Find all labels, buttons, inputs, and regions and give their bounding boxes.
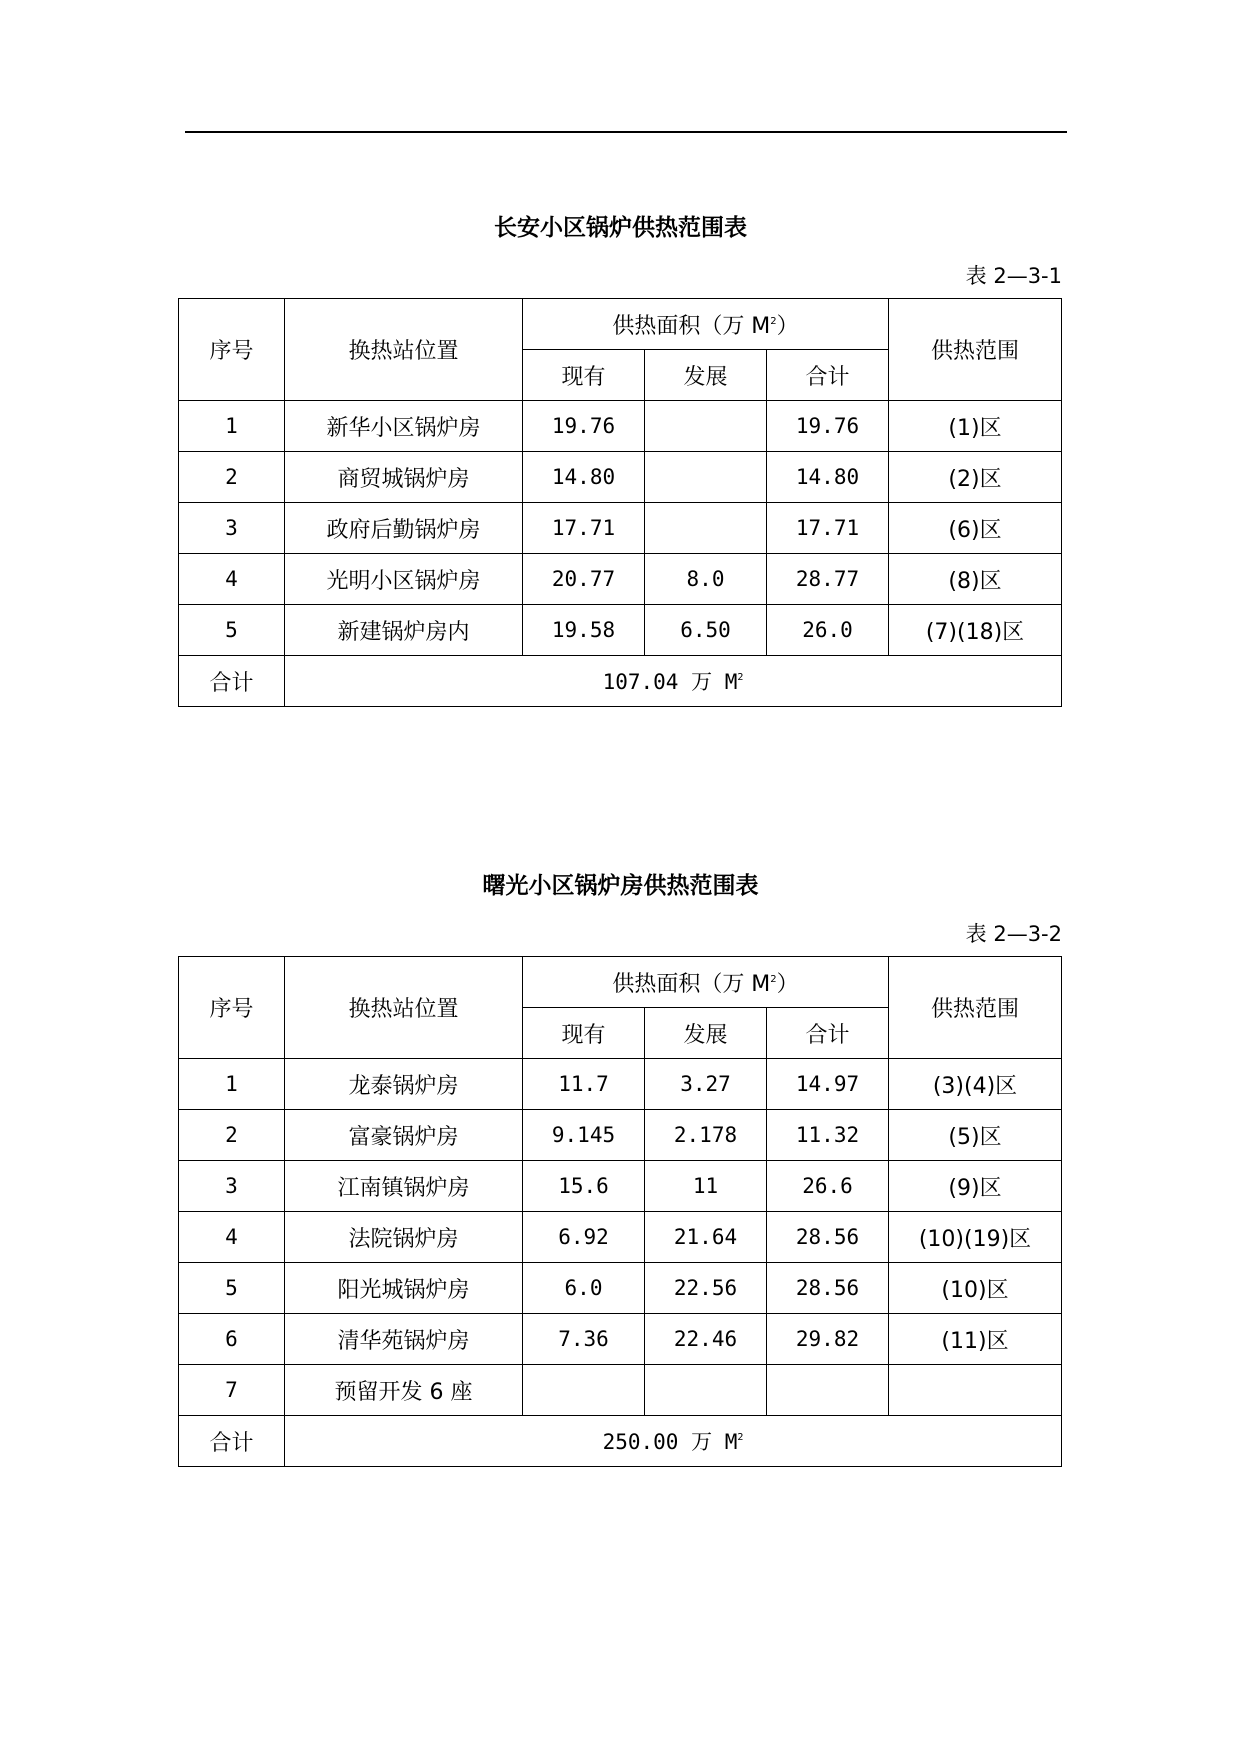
cell-develop	[645, 503, 767, 554]
cell-scope: (10)区	[889, 1263, 1062, 1314]
table-row	[179, 1059, 1062, 1110]
cell-sum: 28.77	[767, 554, 889, 605]
table-2	[178, 956, 1062, 1467]
cell-develop: 2.178	[645, 1110, 767, 1161]
cell-scope: (3)(4)区	[889, 1059, 1062, 1110]
cell-scope: (1)区	[889, 401, 1062, 452]
table-row	[179, 1365, 1062, 1416]
table-1-number: 表 2—3-1	[965, 264, 1062, 288]
cell-sum: 29.82	[767, 1314, 889, 1365]
cell-existing: 20.77	[523, 554, 645, 605]
table-1-title: 长安小区锅炉供热范围表	[494, 215, 747, 241]
cell-station: 光明小区锅炉房	[285, 554, 523, 605]
header-scope: 供热范围	[889, 957, 1062, 1059]
table-row	[179, 1161, 1062, 1212]
cell-develop	[645, 401, 767, 452]
cell-seq: 2	[179, 452, 285, 503]
cell-existing: 6.92	[523, 1212, 645, 1263]
table-row	[179, 554, 1062, 605]
header-area: 供热面积（万 $M^2$）	[523, 957, 889, 1008]
header-sum: 合计	[767, 350, 889, 401]
cell-station: 富豪锅炉房	[285, 1110, 523, 1161]
table-row	[179, 401, 1062, 452]
header-rule	[185, 131, 1067, 133]
cell-seq: 3	[179, 1161, 285, 1212]
cell-seq: 2	[179, 1110, 285, 1161]
cell-seq: 7	[179, 1365, 285, 1416]
cell-station: 清华苑锅炉房	[285, 1314, 523, 1365]
cell-scope: (10)(19)区	[889, 1212, 1062, 1263]
cell-sum: 14.97	[767, 1059, 889, 1110]
table-2-title: 曙光小区锅炉房供热范围表	[482, 873, 759, 899]
cell-seq: 1	[179, 401, 285, 452]
cell-existing: 7.36	[523, 1314, 645, 1365]
cell-scope: (7)(18)区	[889, 605, 1062, 656]
header-seq: 序号	[179, 299, 285, 401]
table-row	[179, 1263, 1062, 1314]
cell-sum: 26.0	[767, 605, 889, 656]
total-label: 合计	[179, 656, 285, 707]
cell-sum: 26.6	[767, 1161, 889, 1212]
table-row	[179, 1110, 1062, 1161]
cell-station: 龙泰锅炉房	[285, 1059, 523, 1110]
cell-station: 商贸城锅炉房	[285, 452, 523, 503]
cell-scope: (8)区	[889, 554, 1062, 605]
cell-sum	[767, 1365, 889, 1416]
cell-develop	[645, 452, 767, 503]
cell-existing: 6.0	[523, 1263, 645, 1314]
cell-station: 新华小区锅炉房	[285, 401, 523, 452]
cell-seq: 5	[179, 605, 285, 656]
cell-seq: 6	[179, 1314, 285, 1365]
cell-seq: 4	[179, 1212, 285, 1263]
header-develop: 发展	[645, 350, 767, 401]
cell-existing: 15.6	[523, 1161, 645, 1212]
cell-scope	[889, 1365, 1062, 1416]
table-2-number: 表 2—3-2	[965, 922, 1062, 946]
cell-existing: 19.58	[523, 605, 645, 656]
total-value: 107.04 万 $M^2$	[285, 656, 1062, 707]
cell-develop: 22.46	[645, 1314, 767, 1365]
cell-sum: 28.56	[767, 1263, 889, 1314]
header-scope: 供热范围	[889, 299, 1062, 401]
header-station: 换热站位置	[285, 957, 523, 1059]
table-1	[178, 298, 1062, 707]
cell-develop: 22.56	[645, 1263, 767, 1314]
cell-existing	[523, 1365, 645, 1416]
total-row	[179, 656, 1062, 707]
cell-scope: (11)区	[889, 1314, 1062, 1365]
cell-sum: 17.71	[767, 503, 889, 554]
cell-station: 阳光城锅炉房	[285, 1263, 523, 1314]
cell-develop: 3.27	[645, 1059, 767, 1110]
cell-existing: 17.71	[523, 503, 645, 554]
cell-sum: 11.32	[767, 1110, 889, 1161]
cell-sum: 28.56	[767, 1212, 889, 1263]
header-existing: 现有	[523, 350, 645, 401]
cell-scope: (6)区	[889, 503, 1062, 554]
table-row	[179, 1314, 1062, 1365]
cell-scope: (9)区	[889, 1161, 1062, 1212]
cell-sum: 14.80	[767, 452, 889, 503]
header-sum: 合计	[767, 1008, 889, 1059]
table-row	[179, 452, 1062, 503]
cell-develop: 21.64	[645, 1212, 767, 1263]
total-row	[179, 1416, 1062, 1467]
header-develop: 发展	[645, 1008, 767, 1059]
cell-existing: 14.80	[523, 452, 645, 503]
cell-existing: 19.76	[523, 401, 645, 452]
table-row	[179, 503, 1062, 554]
cell-station: 江南镇锅炉房	[285, 1161, 523, 1212]
cell-seq: 1	[179, 1059, 285, 1110]
cell-station: 政府后勤锅炉房	[285, 503, 523, 554]
cell-seq: 3	[179, 503, 285, 554]
header-area: 供热面积（万 $M^2$）	[523, 299, 889, 350]
header-existing: 现有	[523, 1008, 645, 1059]
cell-develop: 6.50	[645, 605, 767, 656]
cell-develop	[645, 1365, 767, 1416]
total-value: 250.00 万 $M^2$	[285, 1416, 1062, 1467]
cell-sum: 19.76	[767, 401, 889, 452]
cell-station: 法院锅炉房	[285, 1212, 523, 1263]
table-row	[179, 1212, 1062, 1263]
cell-existing: 9.145	[523, 1110, 645, 1161]
cell-station: 预留开发 6 座	[285, 1365, 523, 1416]
cell-scope: (2)区	[889, 452, 1062, 503]
header-seq: 序号	[179, 957, 285, 1059]
cell-scope: (5)区	[889, 1110, 1062, 1161]
cell-develop: 11	[645, 1161, 767, 1212]
table-row	[179, 605, 1062, 656]
cell-seq: 4	[179, 554, 285, 605]
cell-station: 新建锅炉房内	[285, 605, 523, 656]
header-station: 换热站位置	[285, 299, 523, 401]
total-label: 合计	[179, 1416, 285, 1467]
cell-existing: 11.7	[523, 1059, 645, 1110]
cell-seq: 5	[179, 1263, 285, 1314]
cell-develop: 8.0	[645, 554, 767, 605]
